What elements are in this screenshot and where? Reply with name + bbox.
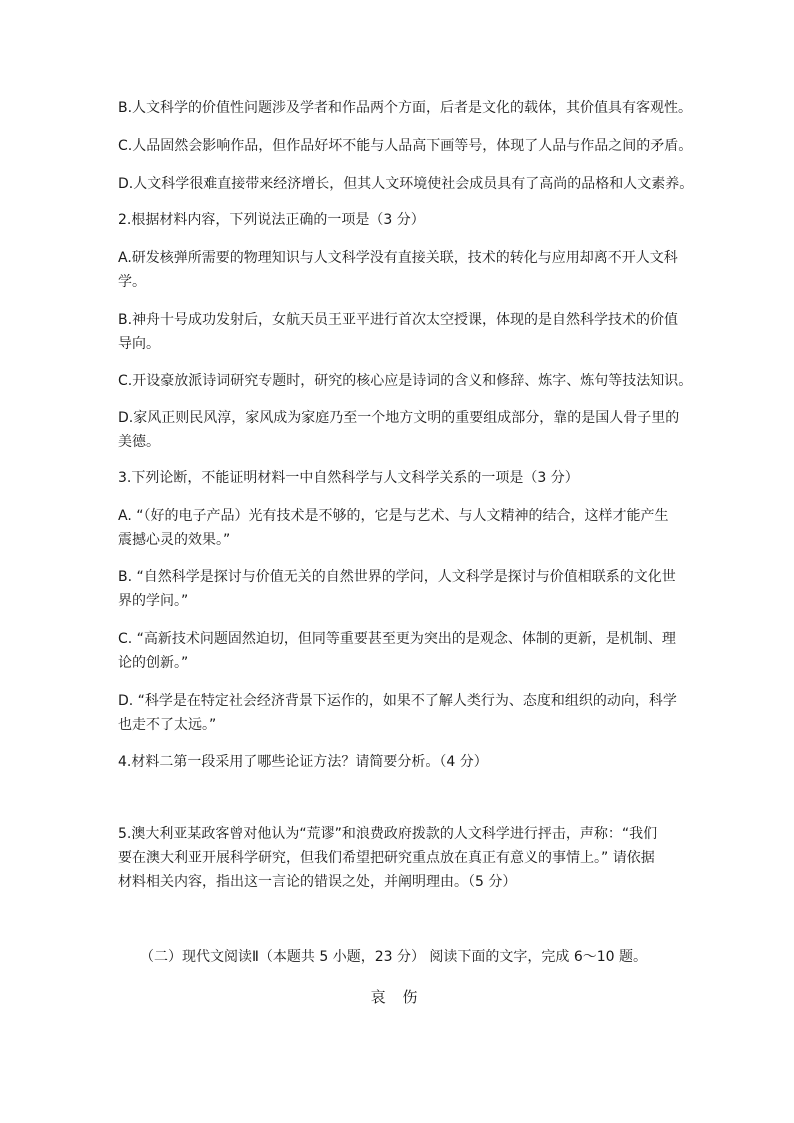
text-line: 美德。 xyxy=(118,434,160,450)
text-line: D. “科学是在特定社会经济背景下运作的，如果不了解人类行为、态度和组织的动向，科学 xyxy=(118,693,677,709)
text-line: A. “（好的电子产品）光有技术是不够的，它是与艺术、与人文精神的结合，这样才能产生 xyxy=(118,508,669,524)
q2-option-c xyxy=(118,369,693,393)
text-line: C. “高新技术问题固然迫切，但同等重要甚至更为突出的是观念、体制的更新，是机制、理 xyxy=(118,631,676,647)
text-line: 界的学问。” xyxy=(118,593,189,609)
q2-option-d xyxy=(118,406,678,454)
text-line: 论的创新。” xyxy=(118,655,189,671)
text-line: 2.根据材料内容，下列说法正确的一项是（3 分） xyxy=(118,212,425,228)
text-line: 学。 xyxy=(118,274,146,290)
q2-option-a xyxy=(118,246,678,294)
text-line: C.人品固然会影响作品，但作品好坏不能与人品高下画等号，体现了人品与作品之间的矛盾。 xyxy=(118,138,693,154)
q1-option-d xyxy=(118,172,694,196)
q3-option-d xyxy=(118,689,678,737)
q2-stem xyxy=(118,208,678,232)
text-line: 4.材料二第一段采用了哪些论证方法？请简要分析。（4 分） xyxy=(118,754,488,770)
text-line: B. “自然科学是探讨与价值无关的自然世界的学问，人文科学是探讨与价值相联系的文化世 xyxy=(118,569,676,585)
q3-option-b xyxy=(118,565,678,613)
text-line: C.开设豪放派诗词研究专题时，研究的核心应是诗词的含义和修辞、炼字、炼句等技法知识。 xyxy=(118,373,693,389)
text-line: B.神舟十号成功发射后，女航天员王亚平进行首次太空授课，体现的是自然科学技术的价值 xyxy=(118,312,679,328)
q4-stem xyxy=(118,750,678,774)
q5-stem xyxy=(118,822,678,894)
q3-stem xyxy=(118,466,678,490)
section-heading: （二）现代文阅读Ⅱ（本题共 5 小题，23 分） 阅读下面的文字，完成 6～10 题。 xyxy=(140,949,648,965)
text-line: B.人文科学的价值性问题涉及学者和作品两个方面，后者是文化的载体，其价值具有客观性。 xyxy=(118,100,693,116)
text-line: 导向。 xyxy=(118,336,160,352)
text-line: 要在澳大利亚开展科学研究，但我们希望把研究重点放在真正有意义的事情上。” 请依据 xyxy=(118,850,655,866)
passage-title: 哀 伤 xyxy=(370,988,424,1006)
text-line: D.人文科学很难直接带来经济增长，但其人文环境使社会成员具有了高尚的品格和人文素养。 xyxy=(118,176,694,192)
text-line: 震撼心灵的效果。” xyxy=(118,532,231,548)
text-line: 也走不了太远。” xyxy=(118,717,217,733)
text-line: D.家风正则民风淳，家风成为家庭乃至一个地方文明的重要组成部分，靠的是国人骨子里的 xyxy=(118,410,680,426)
q1-option-b xyxy=(118,96,693,120)
q3-option-c xyxy=(118,627,678,675)
q3-option-a xyxy=(118,504,678,552)
q2-option-b xyxy=(118,308,678,356)
text-line: 材料相关内容，指出这一言论的错误之处，并阐明理由。（5 分） xyxy=(118,874,517,890)
text-line: 3.下列论断，不能证明材料一中自然科学与人文科学关系的一项是（3 分） xyxy=(118,470,579,486)
q1-option-c xyxy=(118,134,693,158)
text-line: A.研发核弹所需要的物理知识与人文科学没有直接关联，技术的转化与应用却离不开人文科 xyxy=(118,250,678,266)
text-line: 5.澳大利亚某政客曾对他认为“荒谬”和浪费政府拨款的人文科学进行抨击，声称：“我们 xyxy=(118,826,658,842)
